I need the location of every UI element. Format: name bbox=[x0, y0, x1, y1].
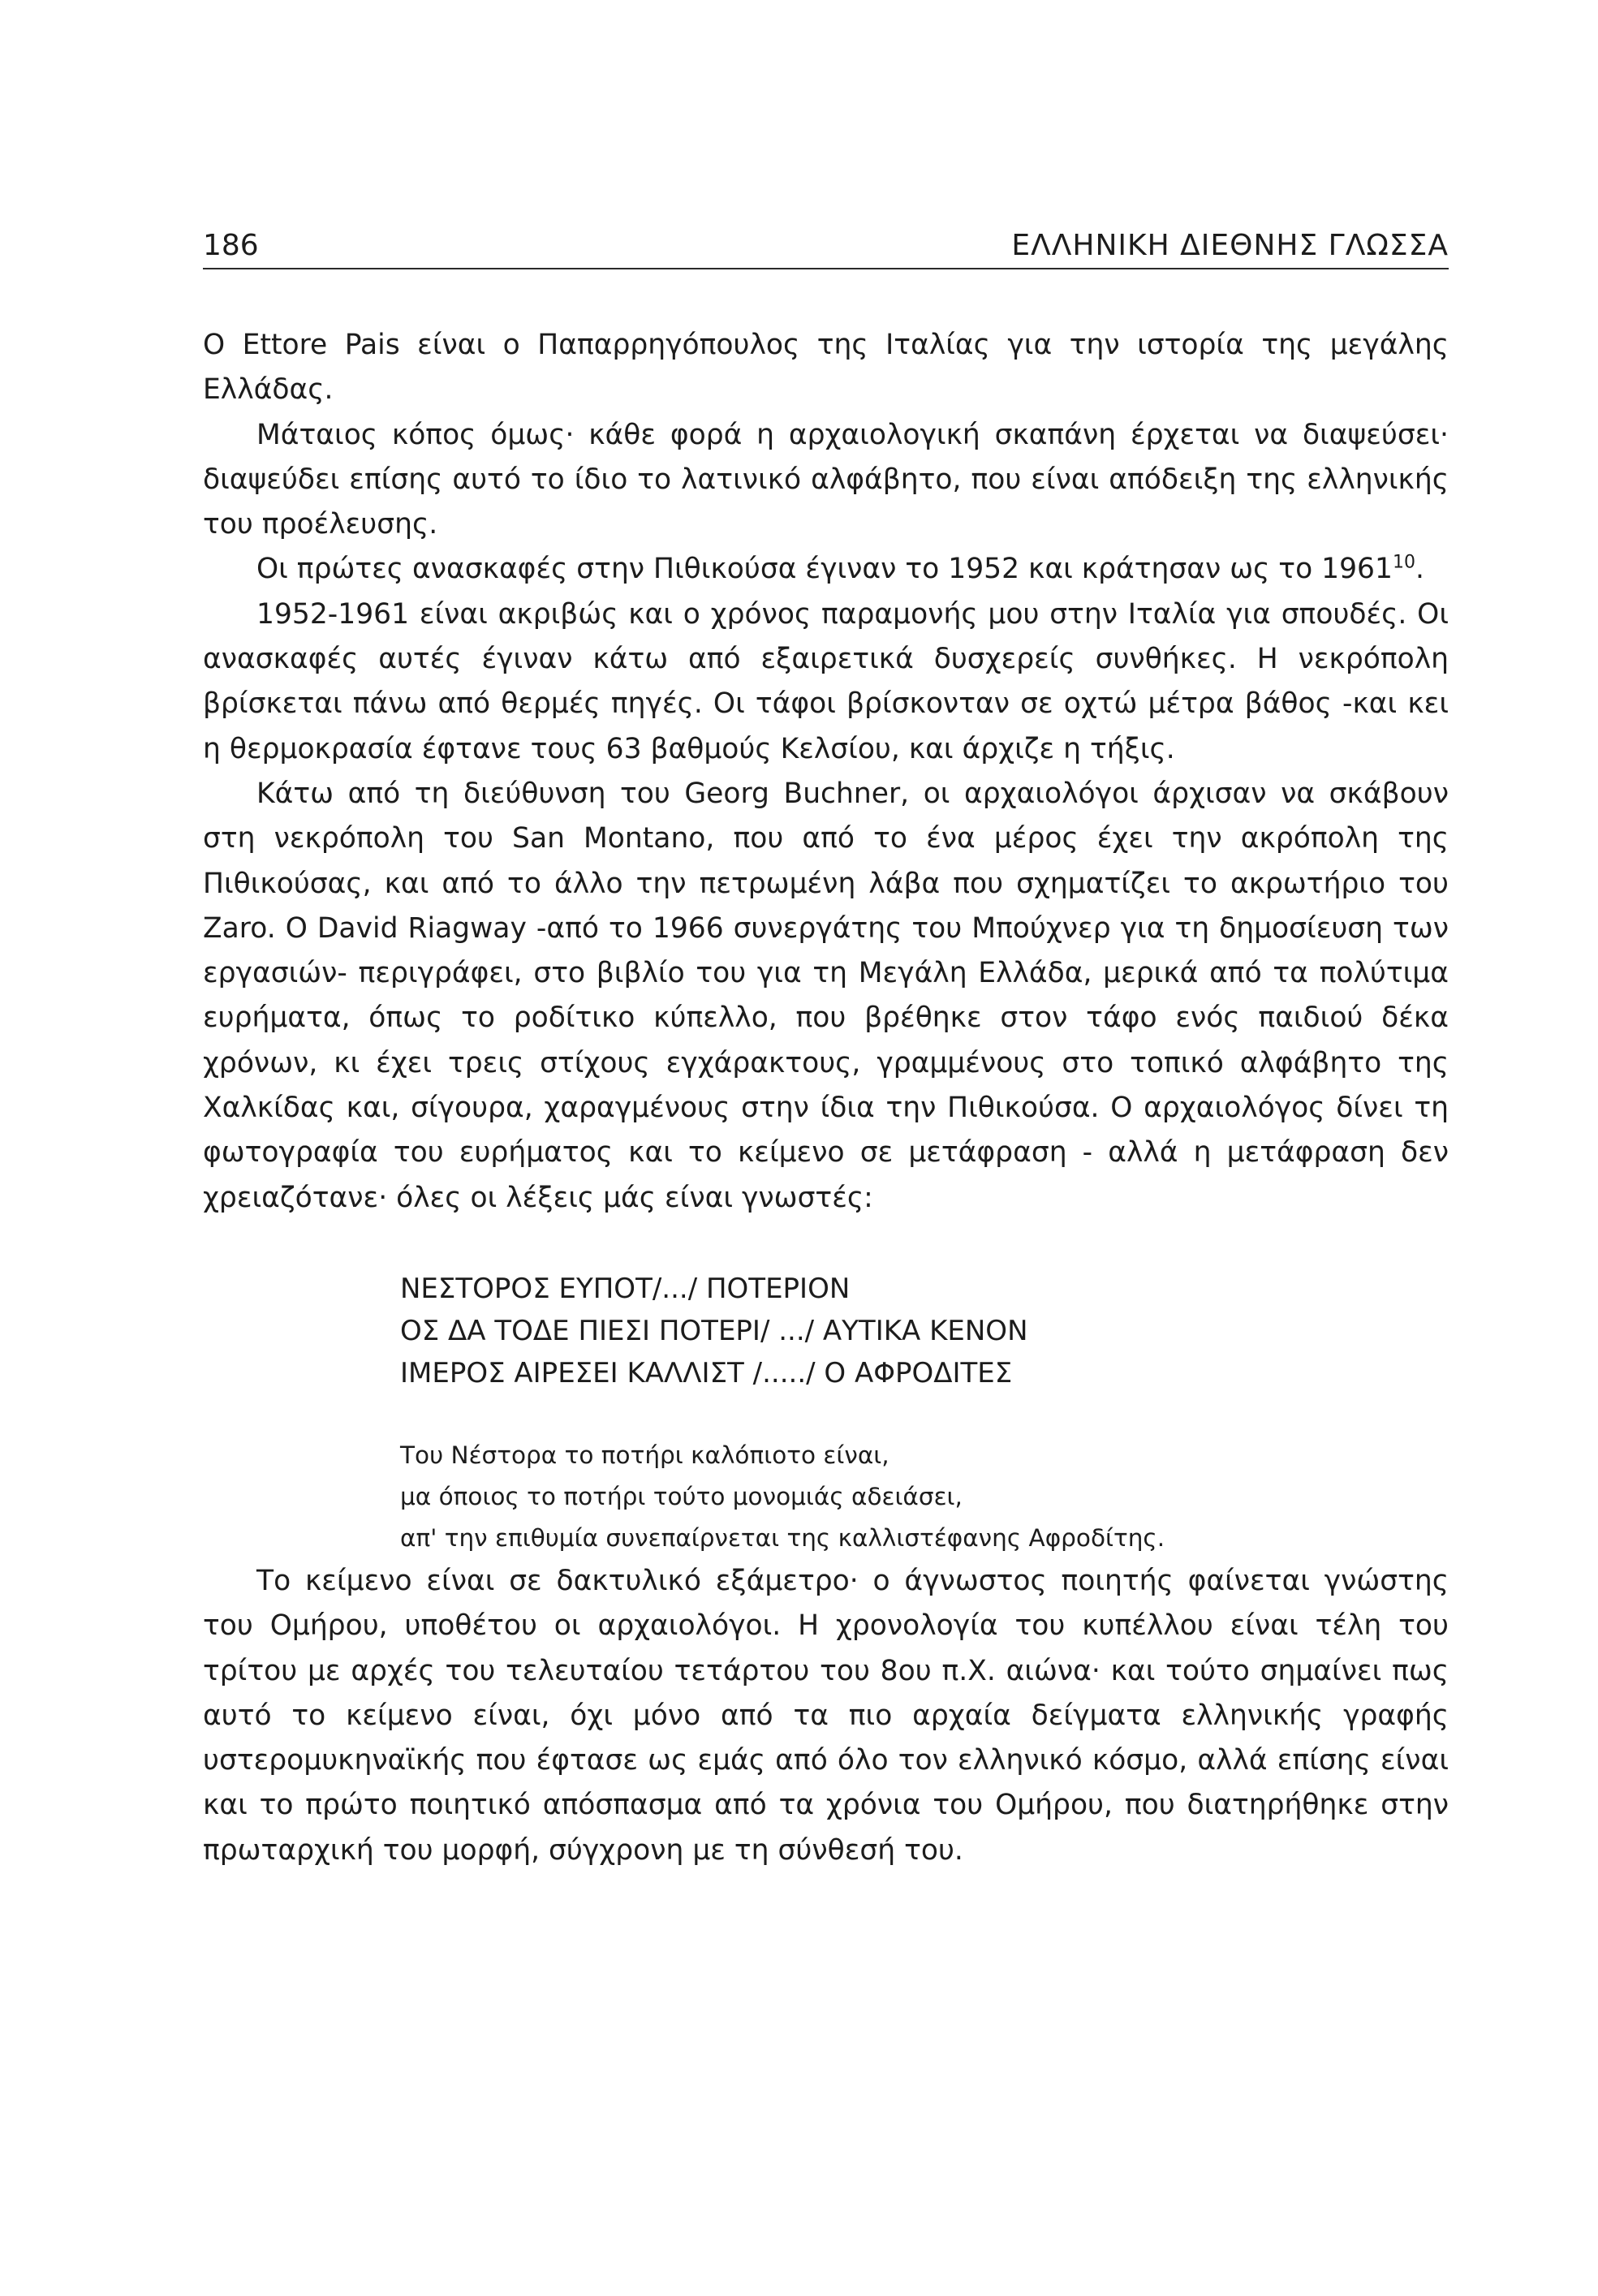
body-text bbox=[203, 323, 1449, 1873]
paragraph-6: Το κείμενο είναι σε δακτυλικό εξάμετρο· ο άγνωστος ποιητής φαίνεται γνώστης του Ομήρου, υποθέτου οι αρχαιολόγοι. Η χρονολογία του κυπέλλου είναι τέλη του τρίτου με αρχές του τελευταίου τετάρτου του 8ου π.Χ. αιώνα· και τούτο σημαίνει πως αυτό το κείμενο είναι, όχι μόνο από τα πιο αρχαία δείγματα ελληνικής γραφής υστερομυκηναϊκής που έφτασε ως εμάς από όλο τον ελληνικό κόσμο, αλλά επίσης είναι και το πρώτο ποιητικό απόσπασμα από τα χρόνια του Ομήρου, που διατηρήθηκε στην πρωταρχική του μορφή, σύγχρονη με τη σύνθεσή του. bbox=[203, 1564, 1449, 1867]
paragraph-5: Κάτω από τη διεύθυνση του Georg Buchner, οι αρχαιολόγοι άρχισαν να σκάβουν στη νεκρόπολη του San Montano, που από το ένα μέρος έχει την ακρόπολη της Πιθικούσας, και από το άλλο την πετρωμένη λάβα που σχηματίζει το ακρωτήριο του Zaro. Ο David Riagway -από το 1966 συνεργάτης του Μπούχνερ για τη δημοσίευση των εργασιών- περιγράφει, στο βιβλίο του για τη Μεγάλη Ελλάδα, μερικά από τα πολύτιμα ευρήματα, όπως το ροδίτικο κύπελλο, που βρέθηκε στον τάφο ενός παιδιού δέκα χρόνων, κι έχει τρεις στίχους εγχάρακτους, γραμμένους στο τοπικό αλφάβητο της Χαλκίδας και, σίγουρα, χαραγμένους στην ίδια την Πιθικούσα. Ο αρχαιολόγος δίνει τη φωτογραφία του ευρήματος και το κείμενο σε μετάφραση - αλλά η μετάφραση δεν χρειαζότανε· όλες οι λέξεις μάς είναι γνωστές: bbox=[203, 777, 1449, 1214]
paragraph-4: 1952-1961 είναι ακριβώς και ο χρόνος παραμονής μου στην Ιταλία για σπουδές. Οι ανασκαφές αυτές έγιναν κάτω από εξαιρετικά δυσχερείς συνθήκες. Η νεκρόπολη βρίσκεται πάνω από θερμές πηγές. Οι τάφοι βρίσκονταν σε οχτώ μέτρα βάθος -και κει η θερμοκρασία έφτανε τους 63 βαθμούς Κελσίου, και άρχιζε η τήξις. bbox=[203, 597, 1449, 765]
inscription-line: ΝΕΣΤΟΡΟΣ ΕΥΠΟΤ/.../ ΠΟΤΕΡΙΟΝ bbox=[400, 1272, 851, 1305]
paragraph-2: Μάταιος κόπος όμως· κάθε φορά η αρχαιολογική σκαπάνη έρχεται να διαψεύσει· διαψεύδει επίσης αυτό το ίδιο το λατινικό αλφάβητο, που είναι απόδειξη της ελληνικής του προέλευσης. bbox=[203, 418, 1449, 541]
paragraph-3-text: Οι πρώτες ανασκαφές στην Πιθικούσα έγιναν το 1952 και κράτησαν ως το 1961 bbox=[256, 553, 1393, 586]
translation-line: απ' την επιθυμία συνεπαίρνεται της καλλιστέφανης Αφροδίτης. bbox=[400, 1523, 1165, 1552]
translation-block bbox=[400, 1435, 1449, 1559]
page-number: 186 bbox=[203, 229, 259, 262]
page-header bbox=[203, 226, 1449, 269]
inscription-block bbox=[400, 1268, 1449, 1394]
running-title: ΕΛΛΗΝΙΚΗ ΔΙΕΘΝΗΣ ΓΛΩΣΣΑ bbox=[1011, 229, 1449, 262]
footnote-marker: 10 bbox=[1392, 552, 1415, 573]
inscription-line: ΟΣ ΔΑ ΤΟΔΕ ΠΙΕΣΙ ΠΟΤΕΡΙ/ .../ ΑΥΤΙΚΑ ΚΕΝΟΝ bbox=[400, 1314, 1028, 1347]
paragraph-3 bbox=[203, 547, 1449, 592]
paragraph-3-end: . bbox=[1415, 553, 1424, 586]
inscription-line: ΙΜΕΡΟΣ ΑΙΡΕΣΕΙ ΚΑΛΛΙΣΤ /...../ Ο ΑΦΡΟΔΙΤΕΣ bbox=[400, 1356, 1013, 1389]
paragraph-1: Ο Ettore Pais είναι ο Παπαρρηγόπουλος της Ιταλίας για την ιστορία της μεγάλης Ελλάδας. bbox=[203, 329, 1449, 407]
translation-line: μα όποιος το ποτήρι τούτο μονομιάς αδειάσει, bbox=[400, 1482, 963, 1510]
translation-line: Του Νέστορα το ποτήρι καλόπιοτο είναι, bbox=[400, 1441, 889, 1469]
